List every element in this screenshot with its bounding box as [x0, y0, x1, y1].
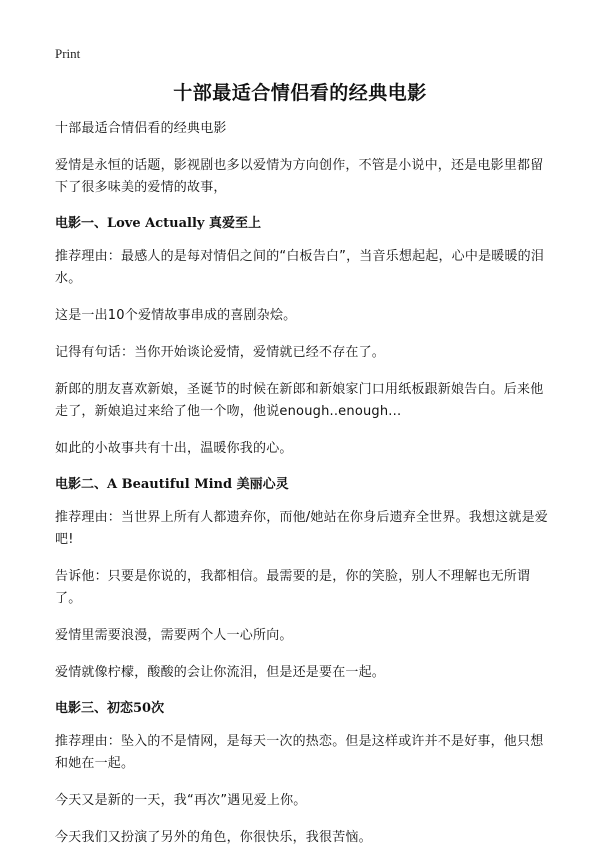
section-heading: 电影二、A Beautiful Mind 美丽心灵	[55, 477, 289, 492]
section-heading: 电影一、Love Actually 真爱至上	[55, 216, 262, 231]
section-heading: 电影三、初恋50次	[55, 701, 165, 716]
paragraph: 如此的小故事共有十出，温暖你我的心。	[55, 441, 293, 456]
paragraph: 推荐理由：当世界上所有人都遗弃你，而他/她站在你身后遗弃全世界。我想这就是爱吧!	[55, 510, 548, 547]
paragraph: 爱情是永恒的话题，影视剧也多以爱情为方向创作，不管是小说中，还是电影里都留下了很多味美的爱情的故事，	[55, 158, 544, 195]
paragraph: 今天我们又扮演了另外的角色，你很快乐，我很苦恼。	[55, 830, 372, 845]
paragraph: 爱情里需要浪漫，需要两个人一心所向。	[55, 628, 293, 643]
paragraph: 推荐理由：最感人的是每对情侣之间的“白板告白”，当音乐想起起，心中是暖暖的泪水。	[55, 249, 545, 286]
page-title: 十部最适合情侣看的经典电影	[173, 82, 427, 104]
print-link[interactable]: Print	[55, 46, 81, 61]
paragraph: 告诉他：只要是你说的，我都相信。最需要的是，你的笑脸，别人不理解也无所谓了。	[55, 569, 531, 606]
article-body	[55, 118, 550, 864]
paragraph: 今天又是新的一天，我“再次”遇见爱上你。	[55, 793, 307, 808]
paragraph: 十部最适合情侣看的经典电影	[55, 121, 227, 136]
paragraph: 新郎的朋友喜欢新娘，圣诞节的时候在新郎和新娘家门口用纸板跟新娘告白。后来他走了，新娘追过来给了他一个吻，他说enough..enough...	[55, 382, 544, 419]
paragraph: 爱情就像柠檬，酸酸的会让你流泪，但是还是要在一起。	[55, 665, 386, 680]
paragraph: 这是一出10个爱情故事串成的喜剧杂烩。	[55, 308, 297, 323]
paragraph: 记得有句话：当你开始谈论爱情，爱情就已经不存在了。	[55, 345, 386, 360]
paragraph: 推荐理由：坠入的不是情网，是每天一次的热恋。但是这样或许并不是好事，他只想和她在一起。	[55, 734, 544, 771]
